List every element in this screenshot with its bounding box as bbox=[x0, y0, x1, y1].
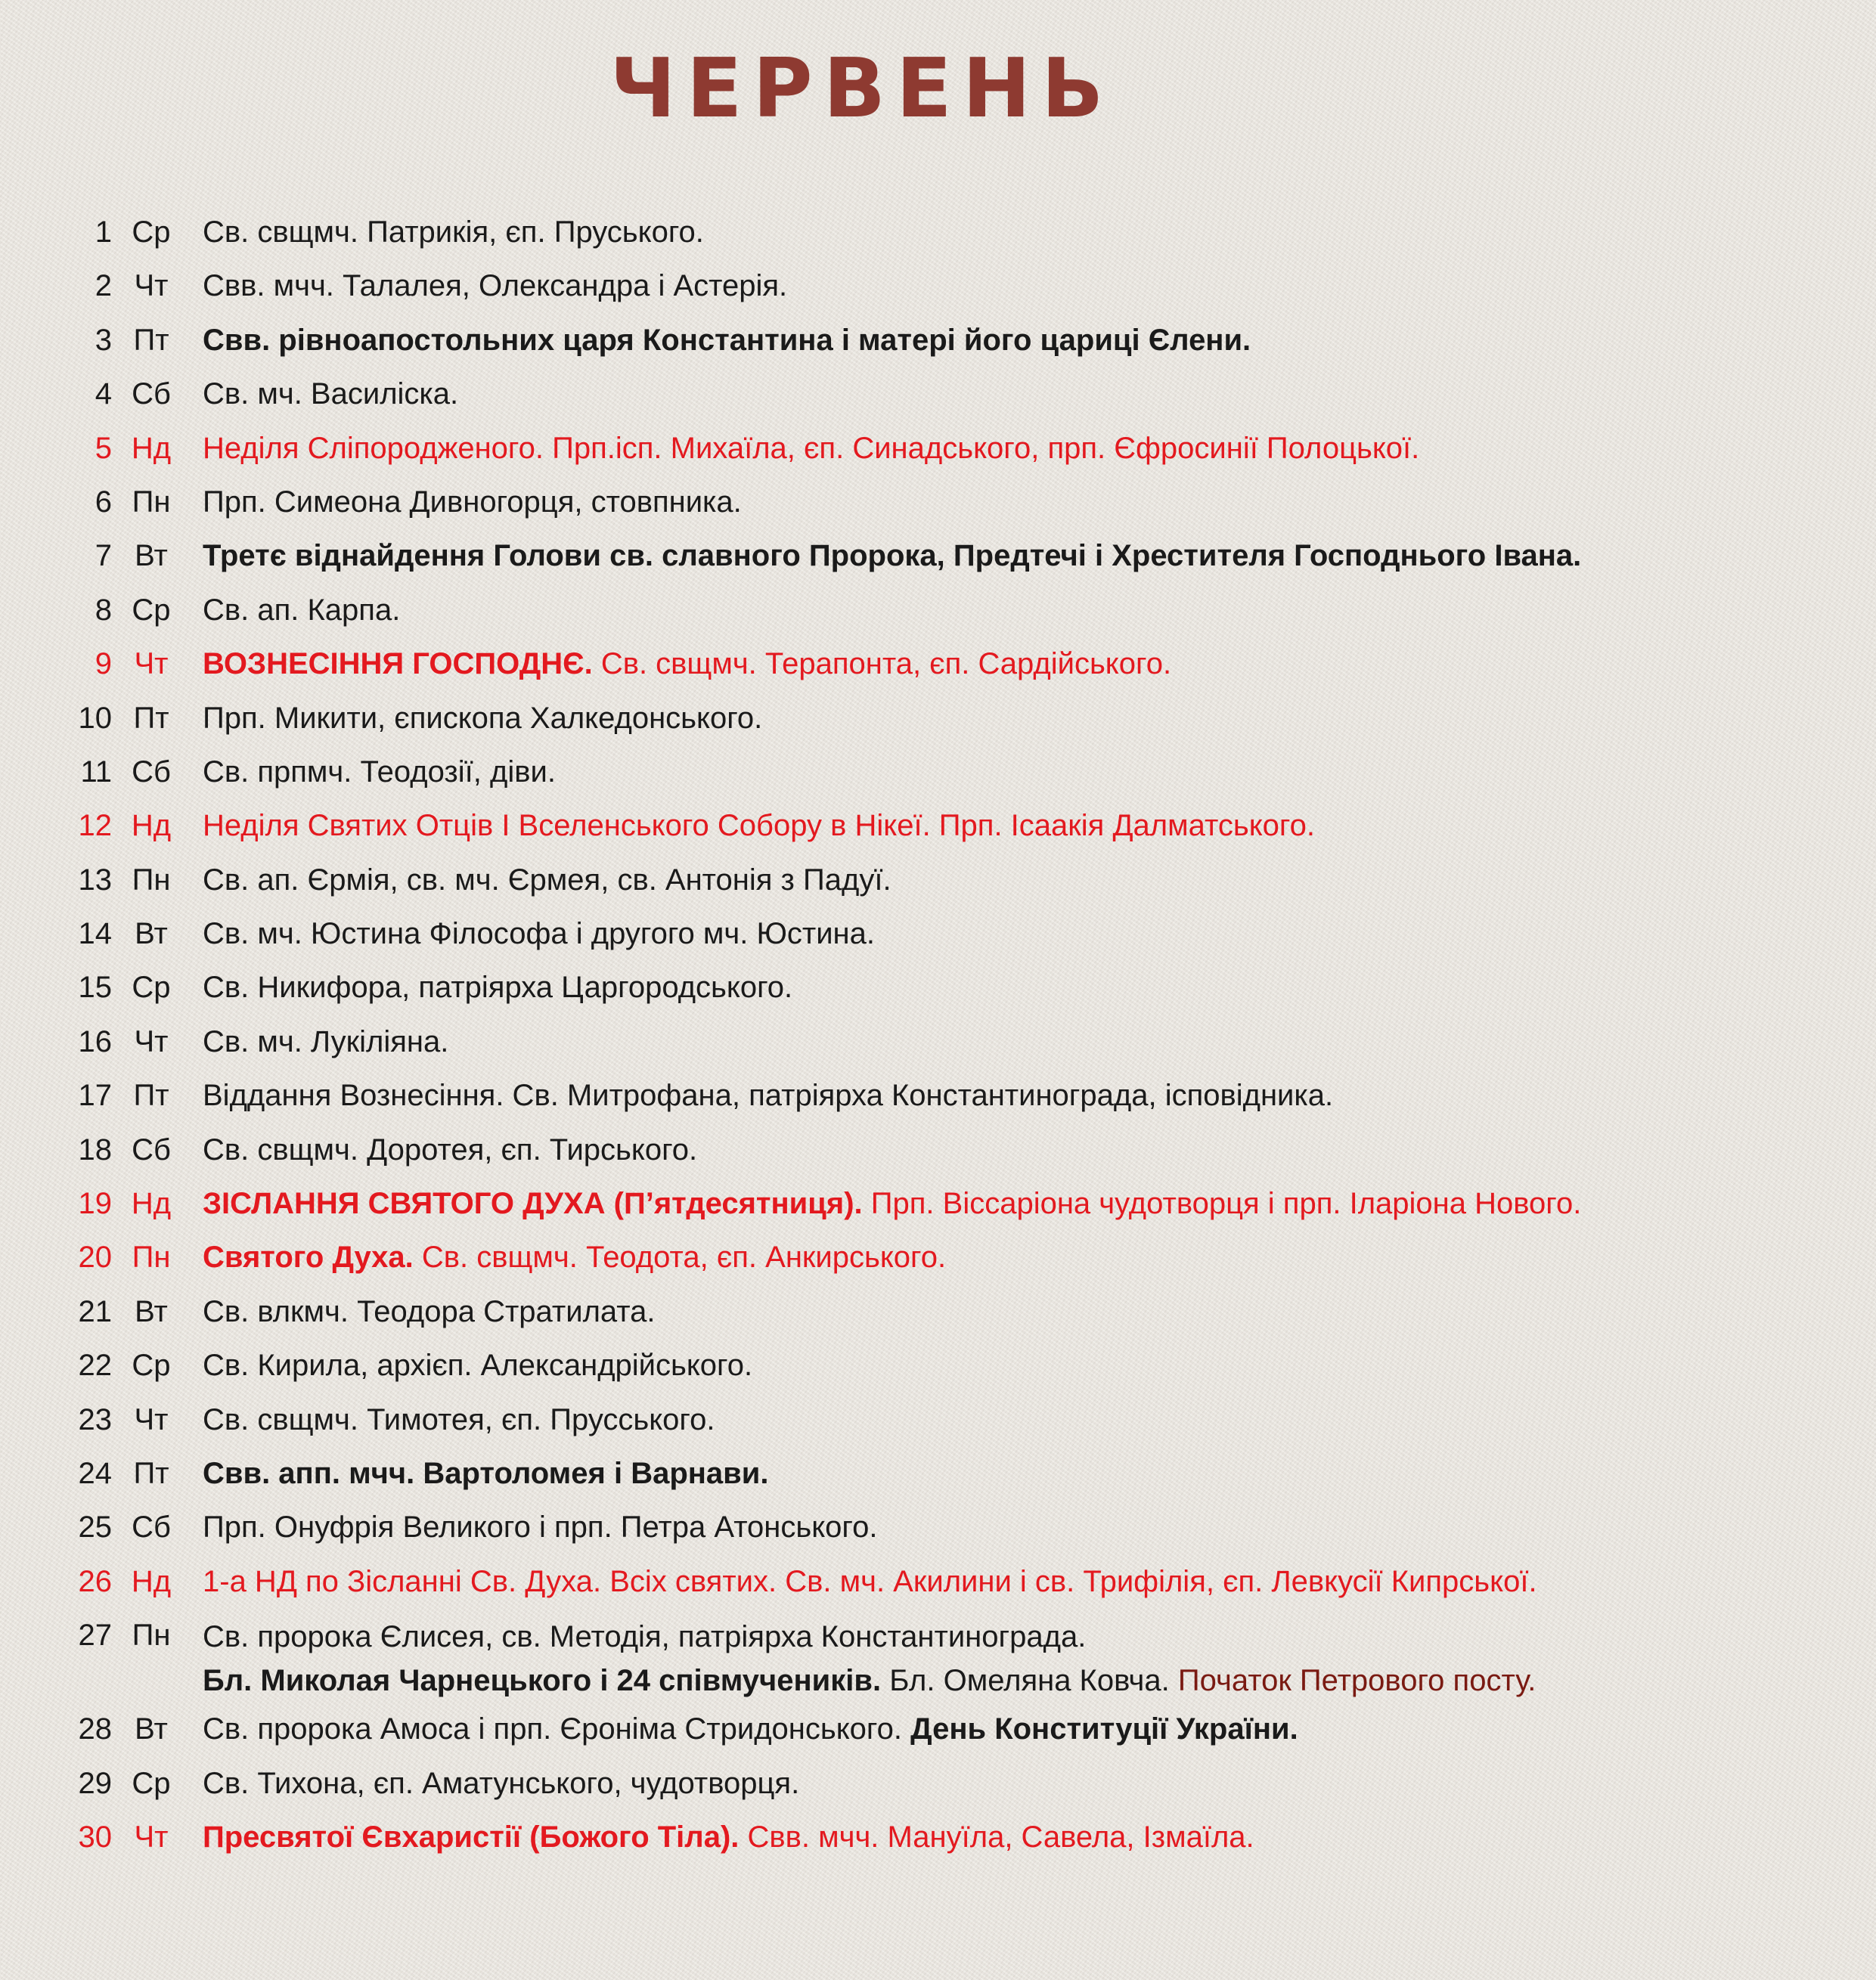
day-entry bbox=[203, 1609, 1536, 1703]
day-number: 7 bbox=[95, 539, 112, 573]
day-row-9 bbox=[0, 637, 1876, 691]
entry-text: Св. свщмч. Доротея, єп. Тирського. bbox=[203, 1133, 698, 1167]
day-entry bbox=[203, 1285, 656, 1339]
day-row-25 bbox=[0, 1501, 1876, 1554]
day-row-11 bbox=[0, 745, 1876, 799]
day-of-week: Сб bbox=[132, 1133, 171, 1167]
day-entry bbox=[203, 529, 1581, 583]
entry-text: Св. свщмч. Тимотея, єп. Прусського. bbox=[203, 1402, 715, 1436]
entry-text: Неділя Святих Отців І Вселенського Собору в Нікеї. Прп. Ісаакія Далматського. bbox=[203, 809, 1315, 843]
day-row-30 bbox=[0, 1811, 1876, 1864]
feast-title: Пресвятої Євхаристії (Божого Тіла). bbox=[203, 1820, 740, 1854]
day-row-22 bbox=[0, 1339, 1876, 1393]
entry-text: Свв. мчч. Мануїла, Савела, Ізмаїла. bbox=[739, 1820, 1254, 1854]
day-of-week: Пн bbox=[132, 1241, 171, 1275]
entry-text: Бл. Омеляна Ковча. bbox=[881, 1664, 1170, 1698]
day-entry bbox=[203, 692, 762, 745]
day-number: 25 bbox=[78, 1511, 112, 1545]
day-entry bbox=[203, 1231, 946, 1284]
day-of-week: Сб bbox=[132, 755, 171, 789]
entry-text: Св. пророка Амоса і прп. Єроніма Стридонського. bbox=[203, 1712, 902, 1746]
feast-title: ВОЗНЕСІННЯ ГОСПОДНЄ. bbox=[203, 647, 593, 681]
day-number: 17 bbox=[78, 1079, 112, 1113]
day-of-week: Чт bbox=[134, 1820, 169, 1854]
day-row-29 bbox=[0, 1757, 1876, 1811]
entry-text-bold: Свв. апп. мчч. Вартоломея і Варнави. bbox=[203, 1456, 769, 1490]
day-entry bbox=[203, 1703, 1298, 1756]
entry-text: Св. свщмч. Терапонта, єп. Сардійського. bbox=[592, 647, 1172, 681]
day-number: 15 bbox=[78, 971, 112, 1005]
day-entry bbox=[203, 1757, 799, 1811]
entry-text-bold: Бл. Миколая Чарнецького і 24 співмучеників. bbox=[203, 1664, 882, 1698]
day-row-12 bbox=[0, 799, 1876, 853]
day-of-week: Чт bbox=[134, 1024, 169, 1058]
day-of-week: Нд bbox=[131, 1564, 172, 1598]
day-entry bbox=[203, 907, 875, 961]
day-number: 3 bbox=[95, 323, 112, 357]
day-of-week: Пт bbox=[133, 1079, 169, 1113]
entry-text-bold: Третє віднайдення Голови св. славного Пророка, Предтечі і Хрестителя Господнього Івана. bbox=[203, 539, 1582, 573]
day-entry bbox=[203, 1339, 752, 1393]
feast-title: Святого Духа. bbox=[203, 1241, 414, 1275]
entry-text: Св. свщмч. Теодота, єп. Анкирського. bbox=[413, 1241, 947, 1275]
day-entry bbox=[203, 1177, 1581, 1231]
day-of-week: Нд bbox=[131, 1187, 172, 1221]
entry-text: Св. Никифора, патріярха Царгородського. bbox=[203, 971, 793, 1005]
day-entry bbox=[203, 422, 1419, 476]
day-row-13 bbox=[0, 854, 1876, 907]
day-entry bbox=[203, 1393, 715, 1447]
day-row-23 bbox=[0, 1393, 1876, 1447]
day-number: 29 bbox=[78, 1766, 112, 1800]
day-number: 23 bbox=[78, 1402, 112, 1436]
day-number: 5 bbox=[95, 431, 112, 465]
entry-text: Прп. Онуфрія Великого і прп. Петра Атонського. bbox=[203, 1511, 878, 1545]
day-row-6 bbox=[0, 476, 1876, 529]
day-entry bbox=[203, 314, 1251, 367]
day-number: 27 bbox=[78, 1619, 112, 1653]
day-entry bbox=[203, 1555, 1537, 1609]
day-number: 28 bbox=[78, 1712, 112, 1746]
day-number: 19 bbox=[78, 1187, 112, 1221]
entry-text: Св. Тихона, єп. Аматунського, чудотворця. bbox=[203, 1766, 800, 1800]
day-entry bbox=[203, 1015, 448, 1069]
day-entry bbox=[203, 961, 792, 1015]
day-of-week: Нд bbox=[131, 809, 172, 843]
day-row-2 bbox=[0, 259, 1876, 313]
day-of-week: Нд bbox=[131, 431, 172, 465]
day-number: 6 bbox=[95, 485, 112, 519]
day-entry bbox=[203, 259, 787, 313]
day-of-week: Пт bbox=[133, 1456, 169, 1490]
day-entry bbox=[203, 1811, 1254, 1864]
entry-text: Св. мч. Лукіліяна. bbox=[203, 1024, 449, 1058]
day-row-27 bbox=[0, 1609, 1876, 1703]
day-entry bbox=[203, 854, 891, 907]
day-number: 4 bbox=[95, 377, 112, 411]
feast-title: ЗІСЛАННЯ СВЯТОГО ДУХА (П’ятдесятниця). bbox=[203, 1187, 863, 1221]
entry-text: Св. прпмч. Теодозії, діви. bbox=[203, 755, 556, 789]
entry-text: Прп. Симеона Дивногорця, стовпника. bbox=[203, 485, 742, 519]
day-number: 22 bbox=[78, 1349, 112, 1383]
day-row-28 bbox=[0, 1703, 1876, 1756]
entry-text: Свв. мчч. Талалея, Олександра і Астерія. bbox=[203, 269, 788, 303]
day-entry bbox=[203, 476, 742, 529]
day-row-1 bbox=[0, 206, 1876, 259]
day-of-week: Сб bbox=[132, 377, 171, 411]
entry-text: Св. свщмч. Патрикія, єп. Пруського. bbox=[203, 215, 704, 249]
entry-text: Св. ап. Карпа. bbox=[203, 593, 401, 627]
day-number: 24 bbox=[78, 1456, 112, 1490]
day-entry bbox=[203, 1501, 878, 1554]
entry-text: Прп. Микити, єпископа Халкедонського. bbox=[203, 701, 763, 735]
day-number: 9 bbox=[95, 647, 112, 681]
day-row-21 bbox=[0, 1285, 1876, 1339]
day-number: 18 bbox=[78, 1133, 112, 1167]
day-entry bbox=[203, 367, 458, 421]
day-row-8 bbox=[0, 584, 1876, 637]
entry-text-bold: Свв. рівноапостольних царя Константина і матері його цариці Єлени. bbox=[203, 323, 1251, 357]
day-number: 11 bbox=[80, 755, 112, 789]
day-of-week: Ср bbox=[132, 215, 171, 249]
day-of-week: Пт bbox=[133, 323, 169, 357]
day-entry bbox=[203, 1069, 1333, 1123]
day-entry bbox=[203, 745, 556, 799]
entry-text: Св. мч. Василіска. bbox=[203, 377, 459, 411]
day-entry bbox=[203, 637, 1171, 691]
entry-text-bold: День Конституції України. bbox=[901, 1712, 1298, 1746]
day-of-week: Вт bbox=[135, 1294, 168, 1328]
day-number: 13 bbox=[78, 863, 112, 897]
entry-text: Св. мч. Юстина Філософа і другого мч. Юстина. bbox=[203, 917, 876, 951]
day-number: 8 bbox=[95, 593, 112, 627]
page-title: ЧЕРВЕНЬ bbox=[609, 42, 1115, 136]
day-row-24 bbox=[0, 1447, 1876, 1501]
day-entry bbox=[203, 206, 704, 259]
day-number: 1 bbox=[95, 215, 112, 249]
day-of-week: Ср bbox=[132, 1766, 171, 1800]
entry-text: Віддання Вознесіння. Св. Митрофана, патріярха Константинограда, ісповідника. bbox=[203, 1079, 1334, 1113]
day-number: 20 bbox=[78, 1241, 112, 1275]
day-of-week: Чт bbox=[134, 1402, 169, 1436]
day-row-20 bbox=[0, 1231, 1876, 1284]
day-number: 21 bbox=[78, 1294, 112, 1328]
day-row-7 bbox=[0, 529, 1876, 583]
day-entry bbox=[203, 584, 400, 637]
day-of-week: Пн bbox=[132, 485, 171, 519]
entry-line-2 bbox=[203, 1659, 1536, 1703]
entry-text: Неділя Сліпородженого. Прп.ісп. Михаїла, єп. Синадського, прп. Єфросинії Полоцької. bbox=[203, 431, 1420, 465]
day-row-5 bbox=[0, 422, 1876, 476]
day-of-week: Сб bbox=[132, 1511, 171, 1545]
day-number: 30 bbox=[78, 1820, 112, 1854]
day-number: 12 bbox=[78, 809, 112, 843]
day-of-week: Вт bbox=[135, 1712, 168, 1746]
day-number: 16 bbox=[78, 1024, 112, 1058]
calendar-list bbox=[0, 206, 1876, 1864]
day-row-19 bbox=[0, 1177, 1876, 1231]
day-row-26 bbox=[0, 1555, 1876, 1609]
fast-start-note: Початок Петрового посту. bbox=[1169, 1664, 1536, 1698]
entry-line-1: Св. пророка Єлисея, св. Методія, патріярха Константинограда. bbox=[203, 1620, 1087, 1654]
entry-text: Св. ап. Єрмія, св. мч. Єрмея, св. Антонія з Падуї. bbox=[203, 863, 891, 897]
entry-text: Св. Кирила, архієп. Александрійського. bbox=[203, 1349, 753, 1383]
day-row-18 bbox=[0, 1123, 1876, 1177]
day-of-week: Чт bbox=[134, 269, 169, 303]
day-entry bbox=[203, 1123, 697, 1177]
day-row-4 bbox=[0, 367, 1876, 421]
day-entry bbox=[203, 799, 1315, 853]
entry-text: 1-а НД по Зісланні Св. Духа. Всіх святих. Св. мч. Акилини і св. Трифілія, єп. Левкусії Кипрської. bbox=[203, 1564, 1537, 1598]
day-entry bbox=[203, 1447, 768, 1501]
entry-text: Св. влкмч. Теодора Стратилата. bbox=[203, 1294, 656, 1328]
day-row-10 bbox=[0, 692, 1876, 745]
day-number: 14 bbox=[78, 917, 112, 951]
day-number: 26 bbox=[78, 1564, 112, 1598]
day-row-3 bbox=[0, 314, 1876, 367]
day-of-week: Пт bbox=[133, 701, 169, 735]
day-number: 2 bbox=[95, 269, 112, 303]
day-of-week: Ср bbox=[132, 593, 171, 627]
day-of-week: Пн bbox=[132, 863, 171, 897]
day-of-week: Чт bbox=[134, 647, 169, 681]
day-of-week: Ср bbox=[132, 1349, 171, 1383]
day-row-16 bbox=[0, 1015, 1876, 1069]
day-of-week: Пн bbox=[132, 1619, 171, 1653]
day-of-week: Вт bbox=[135, 539, 168, 573]
day-row-14 bbox=[0, 907, 1876, 961]
day-of-week: Ср bbox=[132, 971, 171, 1005]
day-of-week: Вт bbox=[135, 917, 168, 951]
day-row-17 bbox=[0, 1069, 1876, 1123]
day-row-15 bbox=[0, 961, 1876, 1015]
entry-text: Прп. Віссаріона чудотворця і прп. Іларіона Нового. bbox=[862, 1187, 1582, 1221]
day-number: 10 bbox=[78, 701, 112, 735]
